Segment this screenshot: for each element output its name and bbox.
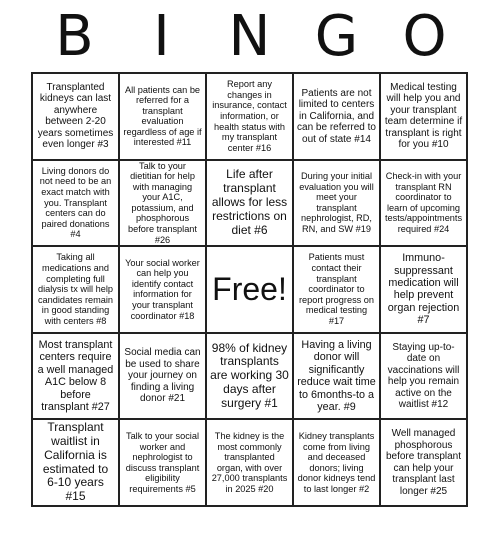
bingo-cell[interactable]: Life after transplant allows for less restrictions on diet #6 bbox=[206, 160, 293, 247]
bingo-cell[interactable]: All patients can be referred for a transplant evaluation regardless of age if interested #11 bbox=[119, 73, 206, 160]
bingo-cell[interactable]: Patients are not limited to centers in California, and can be referred to out of state #14 bbox=[293, 73, 380, 160]
bingo-cell[interactable]: Patients must contact their transplant coordinator to report progress on medical testing #17 bbox=[293, 246, 380, 333]
bingo-cell[interactable]: Most transplant centers require a well managed A1C below 8 before transplant #27 bbox=[32, 333, 119, 420]
bingo-cell[interactable]: Report any changes in insurance, contact information, or health status with my transplant center #16 bbox=[206, 73, 293, 160]
bingo-header bbox=[0, 0, 500, 72]
bingo-cell[interactable]: Medical testing will help you and your transplant team determine if transplant is right for you #10 bbox=[380, 73, 467, 160]
header-letter-n: N bbox=[228, 4, 271, 69]
bingo-cell[interactable]: Talk to your social worker and nephrologist to discuss transplant eligibility requirements #5 bbox=[119, 419, 206, 506]
bingo-card bbox=[31, 72, 468, 507]
bingo-cell[interactable]: Living donors do not need to be an exact match with you. Transplant centers can do paired donations #4 bbox=[32, 160, 119, 247]
header-letter-i: I bbox=[153, 4, 170, 69]
bingo-cell[interactable]: Talk to your dietitian for help with managing your A1C, potassium, and phosphorous before transplant #26 bbox=[119, 160, 206, 247]
bingo-cell[interactable]: During your initial evaluation you will meet your transplant nephrologist, RD, RN, and SW #19 bbox=[293, 160, 380, 247]
bingo-cell[interactable]: Immuno-suppressant medication will help prevent organ rejection #7 bbox=[380, 246, 467, 333]
header-letter-g: G bbox=[314, 4, 359, 69]
bingo-cell[interactable]: Staying up-to-date on vaccinations will help you remain active on the waitlist #12 bbox=[380, 333, 467, 420]
bingo-cell[interactable]: Social media can be used to share your journey on finding a living donor #21 bbox=[119, 333, 206, 420]
bingo-cell[interactable]: Well managed phosphorous before transplant can help your transplant last longer #25 bbox=[380, 419, 467, 506]
bingo-cell[interactable]: Transplanted kidneys can last anywhere between 2-20 years sometimes even longer #3 bbox=[32, 73, 119, 160]
bingo-cell[interactable]: Transplant waitlist in California is estimated to 6-10 years #15 bbox=[32, 419, 119, 506]
free-space[interactable]: Free! bbox=[206, 246, 293, 333]
bingo-cell[interactable]: Your social worker can help you identify contact information for your transplant coordinator #18 bbox=[119, 246, 206, 333]
bingo-cell[interactable]: Check-in with your transplant RN coordinator to learn of upcoming tests/appointments required #24 bbox=[380, 160, 467, 247]
bingo-cell[interactable]: Having a living donor will significantly reduce wait time to 6months-to a year. #9 bbox=[293, 333, 380, 420]
header-letter-o: O bbox=[402, 4, 447, 69]
bingo-cell[interactable]: Taking all medications and completing full dialysis tx will help candidates remain in good standing with centers #8 bbox=[32, 246, 119, 333]
bingo-cell[interactable]: 98% of kidney transplants are working 30 days after surgery #1 bbox=[206, 333, 293, 420]
header-letter-b: B bbox=[55, 4, 94, 69]
bingo-cell[interactable]: The kidney is the most commonly transplanted organ, with over 27,000 transplants in 2025 #20 bbox=[206, 419, 293, 506]
bingo-cell[interactable]: Kidney transplants come from living and deceased donors; living donor kidneys tend to last longer #2 bbox=[293, 419, 380, 506]
